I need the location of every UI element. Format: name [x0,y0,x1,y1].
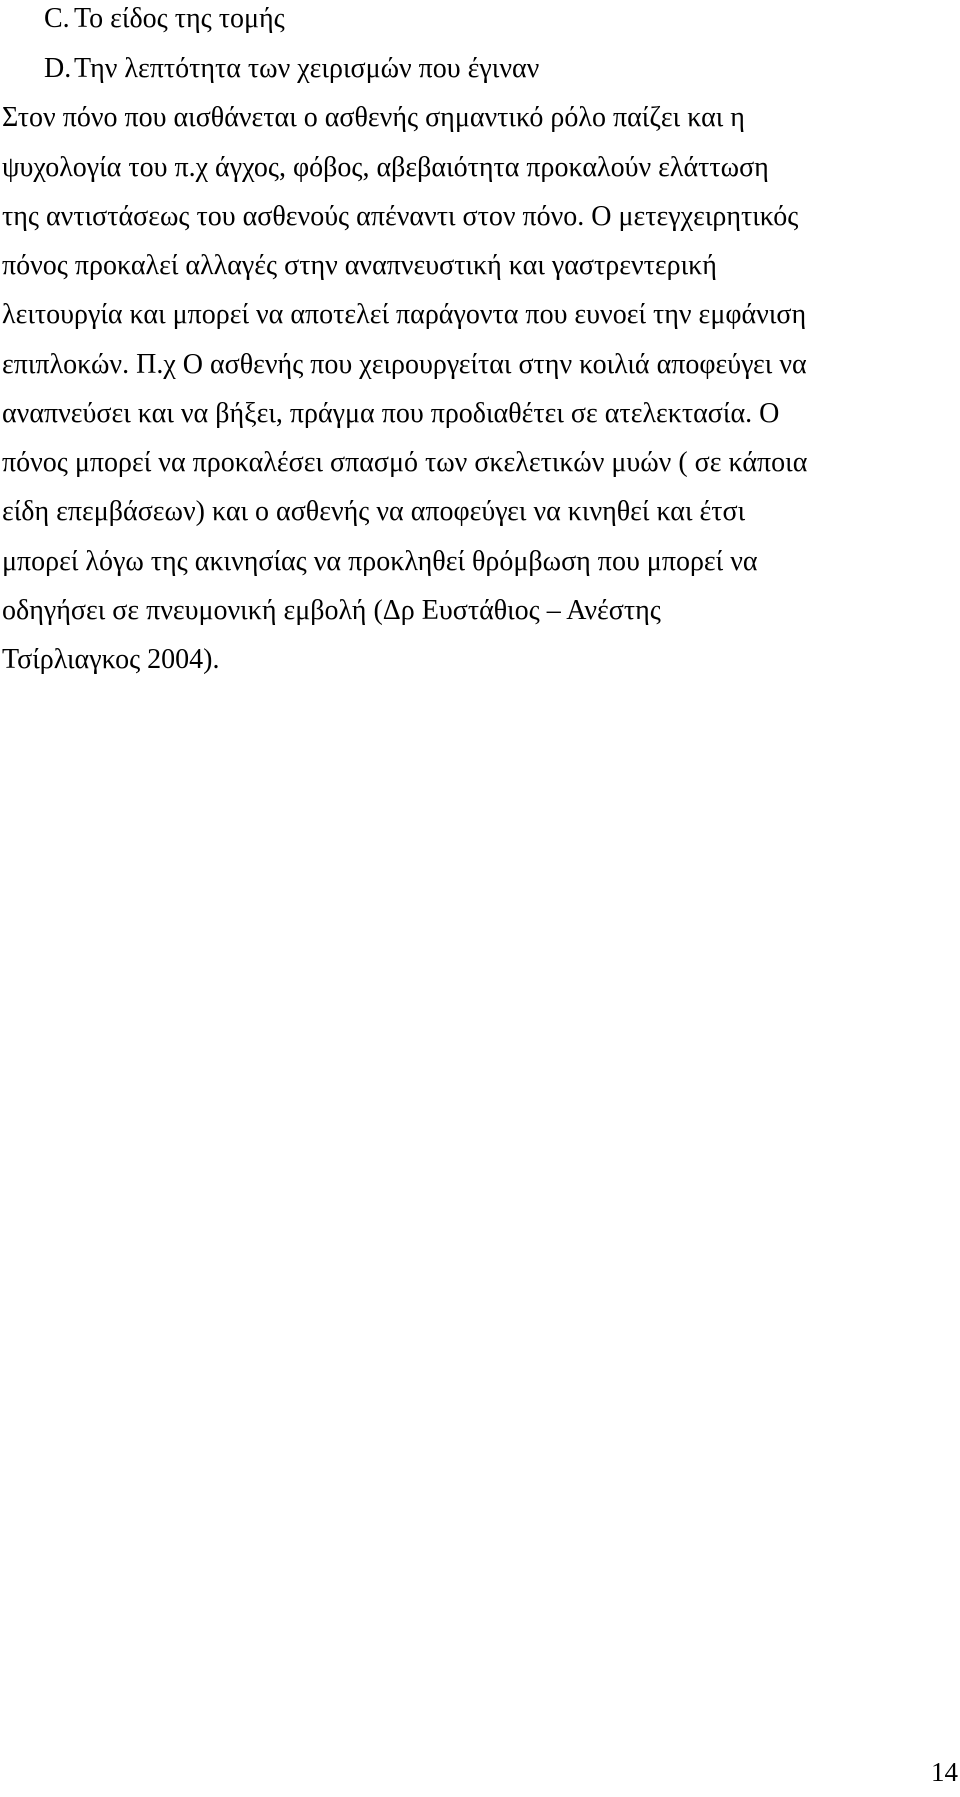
list-item-text: Το είδος της τομής [74,3,285,34]
list-item-d [44,52,539,86]
paragraph-line: Τσίρλιαγκος 2004). [2,644,220,675]
paragraph-line: Στον πόνο που αισθάνεται ο ασθενής σημαντικό ρόλο παίζει και η [2,102,745,133]
paragraph-line: είδη επεμβάσεων) και ο ασθενής να αποφεύγει να κινηθεί και έτσι [2,496,746,527]
paragraph-line: ψυχολογία του π.χ άγχος, φόβος, αβεβαιότητα προκαλούν ελάττωση [2,152,769,183]
paragraph-line: πόνος μπορεί να προκαλέσει σπασμό των σκελετικών μυών ( σε κάποια [2,447,808,478]
paragraph-line: μπορεί λόγω της ακινησίας να προκληθεί θρόμβωση που μπορεί να [2,546,758,577]
list-item-text: Την λεπτότητα των χειρισμών που έγιναν [74,53,540,84]
page-number: 14 [931,1757,958,1787]
paragraph-line: της αντιστάσεως του ασθενούς απέναντι στον πόνο. Ο μετεγχειρητικός [2,201,799,232]
list-item-c [44,2,285,36]
list-letter: C. [44,3,70,34]
paragraph-line: επιπλοκών. Π.χ Ο ασθενής που χειρουργείται στην κοιλιά αποφεύγει να [2,349,807,380]
list-letter: D. [44,53,72,84]
paragraph-line: πόνος προκαλεί αλλαγές στην αναπνευστική και γαστρεντερική [2,250,717,281]
paragraph-line: οδηγήσει σε πνευμονική εμβολή (Δρ Ευστάθιος – Ανέστης [2,595,661,626]
paragraph-line: αναπνεύσει και να βήξει, πράγμα που προδιαθέτει σε ατελεκτασία. Ο [2,398,780,429]
paragraph-line: λειτουργία και μπορεί να αποτελεί παράγοντα που ευνοεί την εμφάνιση [2,299,807,330]
